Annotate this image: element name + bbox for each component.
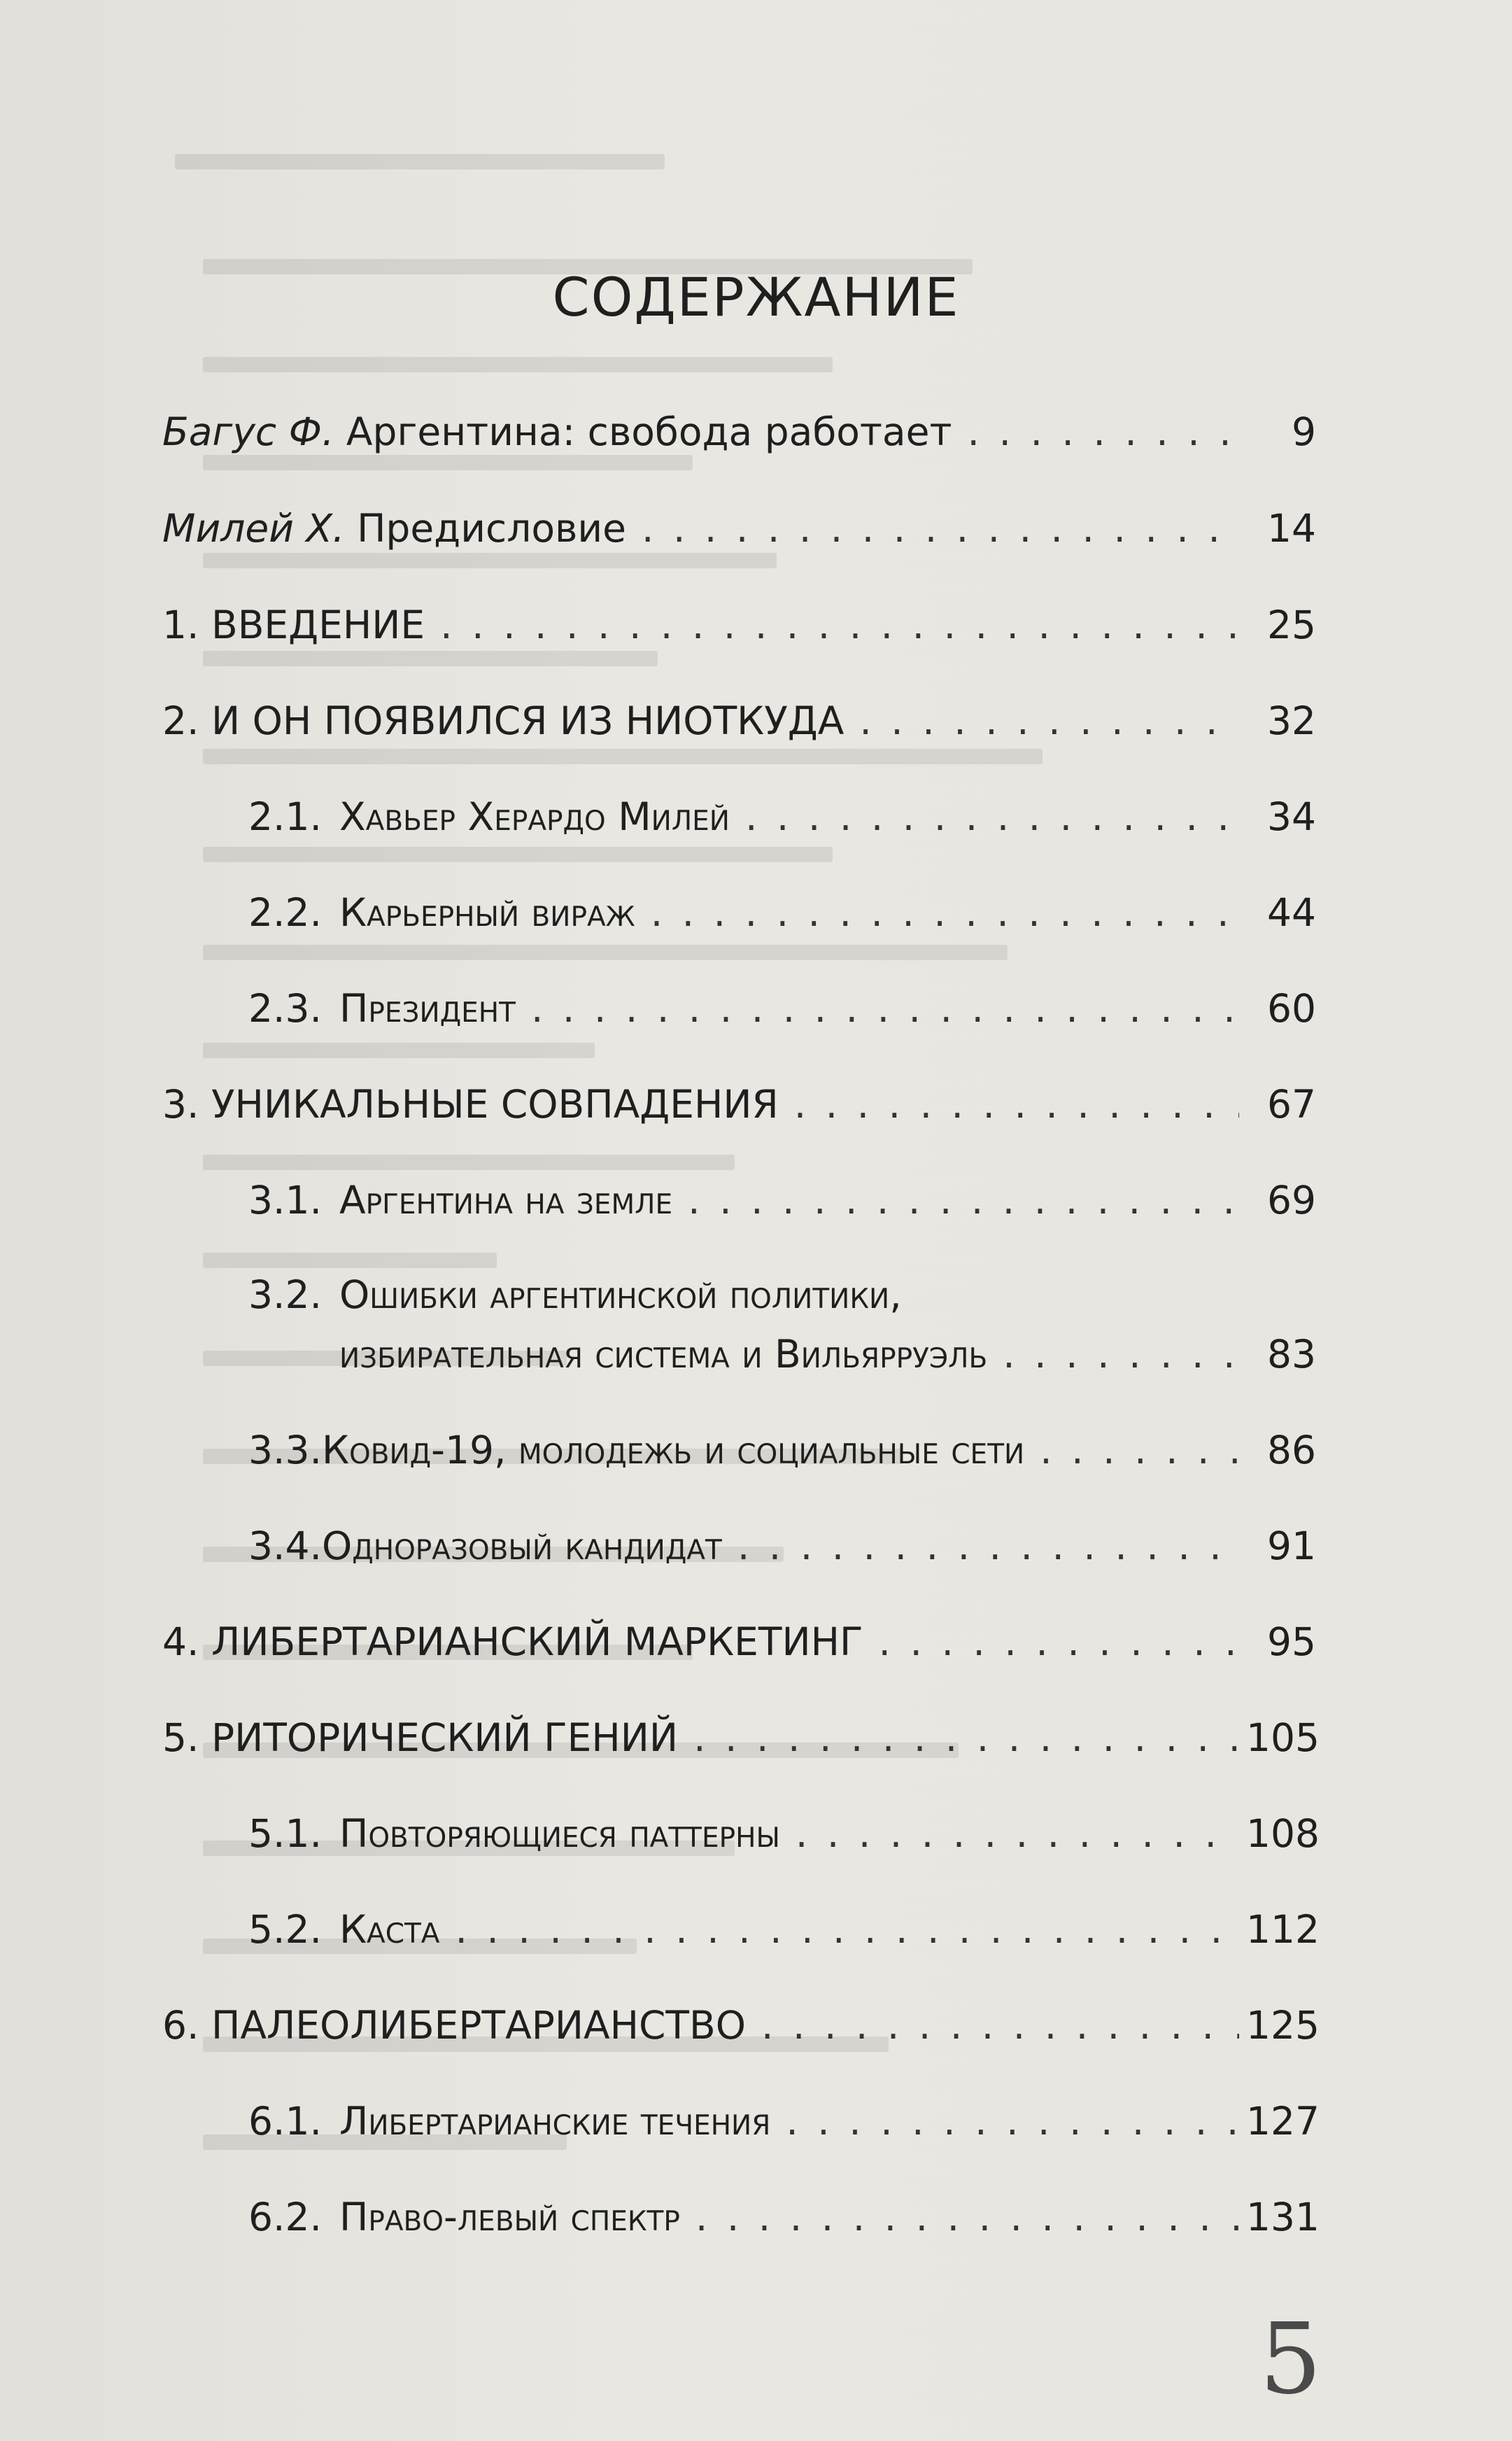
entry-page: 44 [1267, 890, 1316, 935]
entry-page: 105 [1246, 1715, 1320, 1760]
toc-chapter-5[interactable] [162, 1715, 1320, 1760]
entry-author: Багус Ф. [162, 409, 334, 454]
toc-section-3-2-line1[interactable] [248, 1272, 902, 1317]
entry-page: 125 [1246, 2003, 1320, 2048]
section-number: 5.1. [248, 1811, 322, 1856]
toc-section-3-2[interactable] [339, 1332, 1316, 1377]
toc-chapter-3[interactable] [162, 1082, 1316, 1127]
leader-dots [688, 1181, 1239, 1220]
entry-title: Повторяющиеся паттерны [339, 1811, 780, 1856]
entry-title: Ошибки аргентинской политики, [339, 1272, 902, 1317]
leader-dots [786, 2102, 1239, 2141]
leader-dots [968, 413, 1239, 451]
section-number: 2.3. [248, 986, 322, 1031]
entry-page: 67 [1267, 1082, 1316, 1127]
entry-page: 91 [1267, 1524, 1316, 1568]
page-number: 5 [1259, 2302, 1322, 2417]
section-number: 2.2. [248, 890, 322, 935]
entry-title: Президент [339, 986, 516, 1031]
entry-title: 5. РИТОРИЧЕСКИЙ ГЕНИЙ [162, 1715, 679, 1760]
entry-title: Каста [339, 1907, 440, 1952]
leader-dots [642, 509, 1239, 548]
leader-dots [440, 606, 1239, 645]
entry-title: Аргентина на земле [339, 1178, 673, 1223]
toc-section-3-4[interactable] [248, 1524, 1316, 1568]
contents-heading: СОДЕРЖАНИЕ [552, 266, 960, 328]
leader-dots [761, 2006, 1239, 2045]
entry-title: Либертарианские течения [339, 2099, 771, 2144]
leader-dots [455, 1911, 1239, 1949]
entry-page: 108 [1246, 1811, 1320, 1856]
entry-page: 14 [1267, 506, 1316, 551]
toc-entry-preface-milei[interactable] [162, 506, 1316, 551]
entry-page: 95 [1267, 1619, 1316, 1664]
toc-chapter-1[interactable] [162, 603, 1316, 647]
toc-section-2-3[interactable] [248, 986, 1316, 1031]
leader-dots [737, 1527, 1239, 1566]
entry-page: 32 [1267, 698, 1316, 743]
entry-page: 131 [1246, 2195, 1320, 2239]
section-number: 6.2. [248, 2195, 322, 2239]
leader-dots [794, 1085, 1239, 1124]
entry-page: 69 [1267, 1178, 1316, 1223]
toc-section-5-1[interactable] [248, 1811, 1320, 1856]
leader-dots [1040, 1431, 1239, 1470]
entry-title-continued: избирательная система и Вильярруэль [339, 1332, 988, 1377]
leader-dots [745, 798, 1239, 836]
toc-chapter-4[interactable] [162, 1619, 1316, 1664]
entry-page: 112 [1246, 1907, 1320, 1952]
toc-section-2-1[interactable] [248, 794, 1316, 839]
toc-section-6-1[interactable] [248, 2099, 1320, 2144]
section-number: 2.1. [248, 794, 322, 839]
entry-author: Милей Х. [162, 506, 345, 551]
entry-page: 127 [1246, 2099, 1320, 2144]
toc-section-5-2[interactable] [248, 1907, 1320, 1952]
entry-page: 25 [1267, 603, 1316, 647]
entry-page: 60 [1267, 986, 1316, 1031]
toc-section-2-2[interactable] [248, 890, 1316, 935]
leader-dots [859, 702, 1239, 740]
entry-title: Карьерный вираж [339, 890, 635, 935]
leader-dots [531, 990, 1239, 1028]
entry-title: Аргентина: свобода работает [346, 409, 952, 454]
entry-title: 4. ЛИБЕРТАРИАНСКИЙ МАРКЕТИНГ [162, 1619, 863, 1664]
section-number: 3.4. [248, 1524, 322, 1568]
entry-title: Ковид-19, молодежь и социальные сети [322, 1428, 1025, 1472]
toc-chapter-6[interactable] [162, 2003, 1320, 2048]
leader-dots [651, 894, 1239, 932]
entry-page: 86 [1267, 1428, 1316, 1472]
leader-dots [693, 1719, 1239, 1757]
toc-chapter-2[interactable] [162, 698, 1316, 743]
section-number: 3.2. [248, 1272, 322, 1317]
entry-title: 6. ПАЛЕОЛИБЕРТАРИАНСТВО [162, 2003, 747, 2048]
entry-title: 2. И ОН ПОЯВИЛСЯ ИЗ НИОТКУДА [162, 698, 845, 743]
entry-page: 9 [1292, 409, 1316, 454]
entry-title: Право-левый спектр [339, 2195, 680, 2239]
toc-section-3-3[interactable] [248, 1428, 1316, 1472]
leader-dots [879, 1623, 1239, 1661]
section-number: 3.3. [248, 1428, 322, 1472]
section-number: 6.1. [248, 2099, 322, 2144]
entry-title: Одноразовый кандидат [322, 1524, 722, 1568]
leader-dots [695, 2198, 1239, 2237]
entry-title: 3. УНИКАЛЬНЫЕ СОВПАДЕНИЯ [162, 1082, 779, 1127]
toc-section-3-1[interactable] [248, 1178, 1316, 1223]
entry-title: Хавьер Херардо Милей [339, 794, 730, 839]
entry-title: 1. ВВЕДЕНИЕ [162, 603, 425, 647]
entry-page: 83 [1267, 1332, 1316, 1377]
entry-title: Предисловие [357, 506, 626, 551]
section-number: 3.1. [248, 1178, 322, 1223]
section-number: 5.2. [248, 1907, 322, 1952]
toc-section-6-2[interactable] [248, 2195, 1320, 2239]
toc-entry-foreword-bagus[interactable] [162, 409, 1316, 454]
entry-page: 34 [1267, 794, 1316, 839]
leader-dots [796, 1815, 1239, 1853]
leader-dots [1003, 1335, 1239, 1374]
